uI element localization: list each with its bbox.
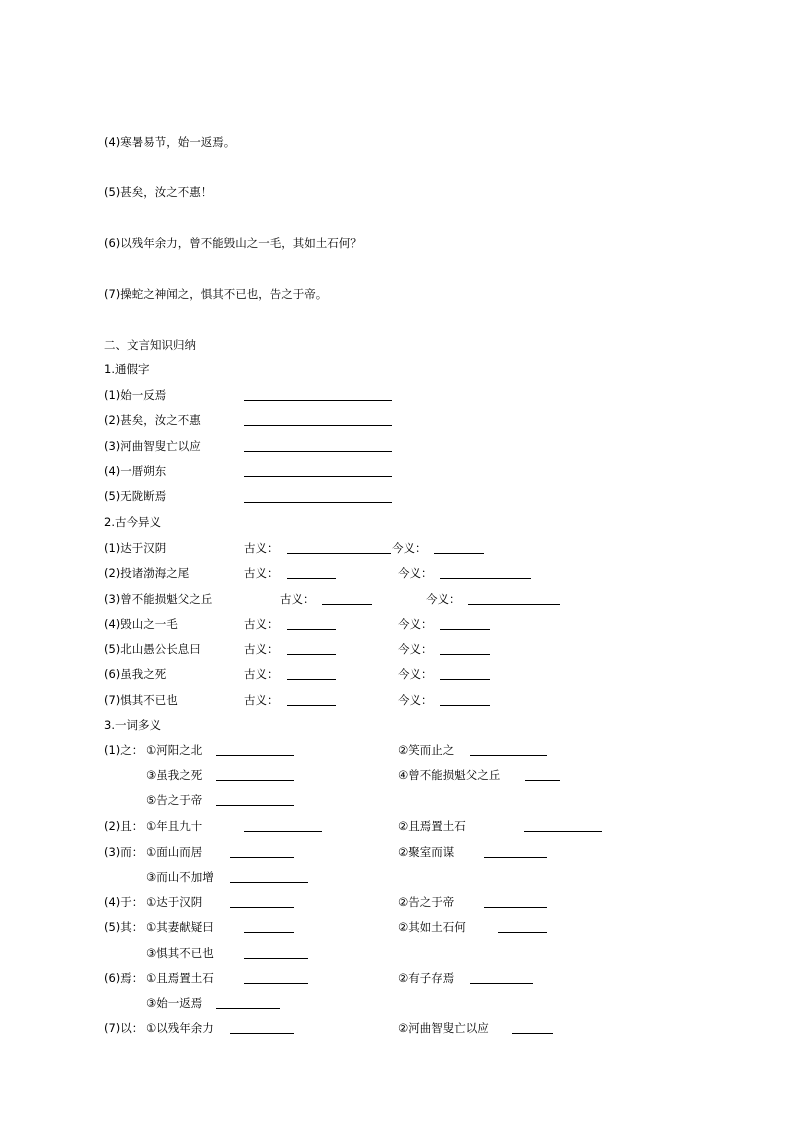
tongjia-item: (3)河曲智叟亡以应 bbox=[104, 439, 201, 453]
answer-blank[interactable] bbox=[512, 1033, 553, 1034]
answer-blank[interactable] bbox=[244, 476, 392, 477]
tongjia-item: (1)始一反焉 bbox=[104, 388, 167, 402]
answer-blank[interactable] bbox=[216, 805, 294, 806]
gu-label: 古义： bbox=[244, 667, 279, 681]
answer-blank[interactable] bbox=[287, 629, 336, 630]
group-item: ③始一返焉 bbox=[146, 996, 203, 1010]
gu-label: 古义： bbox=[244, 617, 279, 631]
answer-blank[interactable] bbox=[244, 451, 392, 452]
gujin-heading: 2.古今异义 bbox=[104, 515, 161, 529]
gu-label: 古义： bbox=[244, 642, 279, 656]
group-item: ③虽我之死 bbox=[146, 768, 203, 782]
answer-blank[interactable] bbox=[287, 578, 336, 579]
group-label: (6)焉： bbox=[104, 971, 144, 985]
jin-label: 今义： bbox=[426, 592, 461, 606]
gujin-item: (1)达于汉阴 bbox=[104, 541, 167, 555]
jin-label: 今义： bbox=[398, 566, 433, 580]
answer-blank[interactable] bbox=[440, 654, 490, 655]
answer-blank[interactable] bbox=[498, 932, 547, 933]
answer-blank[interactable] bbox=[440, 679, 490, 680]
group-item: ②其如土石何 bbox=[398, 920, 466, 934]
answer-blank[interactable] bbox=[216, 780, 294, 781]
jin-label: 今义： bbox=[398, 667, 433, 681]
group-label: (3)而： bbox=[104, 845, 144, 859]
jin-label: 今义： bbox=[398, 693, 433, 707]
answer-blank[interactable] bbox=[525, 780, 560, 781]
gujin-item: (3)曾不能损魁父之丘 bbox=[104, 592, 213, 606]
answer-blank[interactable] bbox=[230, 907, 294, 908]
answer-blank[interactable] bbox=[484, 907, 547, 908]
gujin-item: (4)毁山之一毛 bbox=[104, 617, 178, 631]
group-label: (4)于： bbox=[104, 895, 144, 909]
sentence-5: (5)甚矣，汝之不惠！ bbox=[104, 185, 213, 199]
answer-blank[interactable] bbox=[244, 932, 294, 933]
group-item: ⑤告之于帝 bbox=[146, 793, 203, 807]
answer-blank[interactable] bbox=[470, 755, 547, 756]
group-item: ③而山不加增 bbox=[146, 870, 214, 884]
answer-blank[interactable] bbox=[216, 1008, 280, 1009]
answer-blank[interactable] bbox=[434, 553, 484, 554]
gujin-item: (5)北山愚公长息曰 bbox=[104, 642, 201, 656]
answer-blank[interactable] bbox=[470, 983, 533, 984]
sentence-4: (4)寒暑易节，始一返焉。 bbox=[104, 135, 236, 149]
group-label: (1)之： bbox=[104, 743, 144, 757]
group-item: ①以残年余力 bbox=[146, 1021, 214, 1035]
gu-label: 古义： bbox=[280, 592, 315, 606]
answer-blank[interactable] bbox=[484, 857, 547, 858]
tongjia-item: (2)甚矣，汝之不惠 bbox=[104, 413, 201, 427]
group-item: ②河曲智叟亡以应 bbox=[398, 1021, 489, 1035]
group-label: (2)且： bbox=[104, 819, 144, 833]
answer-blank[interactable] bbox=[244, 400, 392, 401]
gu-label: 古义： bbox=[244, 566, 279, 580]
section-title: 二、文言知识归纳 bbox=[104, 338, 196, 352]
group-label: (5)其： bbox=[104, 920, 144, 934]
answer-blank[interactable] bbox=[244, 983, 308, 984]
group-item: ②且焉置土石 bbox=[398, 819, 466, 833]
answer-blank[interactable] bbox=[230, 882, 308, 883]
answer-blank[interactable] bbox=[440, 578, 531, 579]
tongjia-heading: 1.通假字 bbox=[104, 362, 150, 376]
answer-blank[interactable] bbox=[322, 604, 372, 605]
jin-label: 今义： bbox=[398, 642, 433, 656]
sentence-6: (6)以残年余力，曾不能毁山之一毛，其如土石何？ bbox=[104, 236, 362, 250]
group-item: ①河阳之北 bbox=[146, 743, 203, 757]
gujin-item: (6)虽我之死 bbox=[104, 667, 167, 681]
group-item: ①其妻献疑曰 bbox=[146, 920, 214, 934]
answer-blank[interactable] bbox=[216, 755, 294, 756]
jin-label: 今义： bbox=[392, 541, 427, 555]
answer-blank[interactable] bbox=[244, 958, 308, 959]
sentence-7: (7)操蛇之神闻之，惧其不已也，告之于帝。 bbox=[104, 287, 328, 301]
answer-blank[interactable] bbox=[287, 705, 336, 706]
answer-blank[interactable] bbox=[287, 679, 336, 680]
group-label: (7)以： bbox=[104, 1021, 144, 1035]
tongjia-item: (4)一厝朔东 bbox=[104, 464, 167, 478]
answer-blank[interactable] bbox=[244, 502, 392, 503]
group-item: ②聚室而谋 bbox=[398, 845, 455, 859]
answer-blank[interactable] bbox=[230, 1033, 294, 1034]
answer-blank[interactable] bbox=[287, 553, 391, 554]
gu-label: 古义： bbox=[244, 693, 279, 707]
tongjia-item: (5)无陇断焉 bbox=[104, 489, 167, 503]
answer-blank[interactable] bbox=[230, 857, 294, 858]
group-item: ③惧其不已也 bbox=[146, 946, 214, 960]
group-item: ②笑而止之 bbox=[398, 743, 455, 757]
answer-blank[interactable] bbox=[244, 425, 392, 426]
gujin-item: (7)惧其不已也 bbox=[104, 693, 178, 707]
group-item: ①达于汉阴 bbox=[146, 895, 203, 909]
answer-blank[interactable] bbox=[440, 629, 490, 630]
answer-blank[interactable] bbox=[287, 654, 336, 655]
group-item: ①年且九十 bbox=[146, 819, 203, 833]
answer-blank[interactable] bbox=[244, 831, 322, 832]
gujin-item: (2)投诸渤海之尾 bbox=[104, 566, 190, 580]
group-item: ②有子存焉 bbox=[398, 971, 455, 985]
group-item: ①且焉置土石 bbox=[146, 971, 214, 985]
answer-blank[interactable] bbox=[524, 831, 602, 832]
answer-blank[interactable] bbox=[468, 604, 560, 605]
group-item: ②告之于帝 bbox=[398, 895, 455, 909]
yiciduoyi-heading: 3.一词多义 bbox=[104, 718, 161, 732]
gu-label: 古义： bbox=[244, 541, 279, 555]
answer-blank[interactable] bbox=[440, 705, 490, 706]
jin-label: 今义： bbox=[398, 617, 433, 631]
group-item: ①面山而居 bbox=[146, 845, 203, 859]
group-item: ④曾不能损魁父之丘 bbox=[398, 768, 501, 782]
